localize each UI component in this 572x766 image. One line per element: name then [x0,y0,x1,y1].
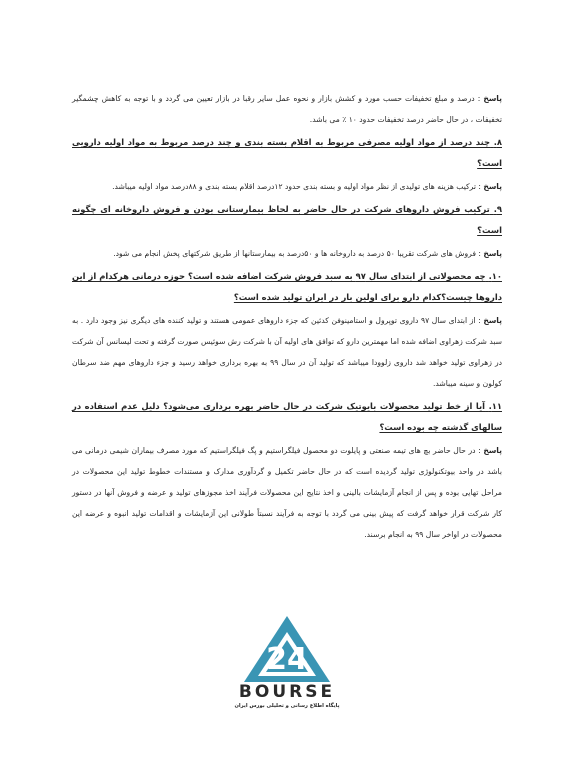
question-heading [72,132,502,174]
answer-paragraph [72,243,502,264]
answer-label: پاسخ [483,446,502,455]
answer-text: : درصد و مبلغ تخفیفات حسب مورد و کشش بازار و نحوه عمل سایر رقبا در بازار تعیین می گردد و با توجه به کاهش چشمگیر تخفیفات ، در حال حاضر درصد تخفیفات حدود ۱۰ ٪ می باشد. [72,94,502,124]
answer-paragraph [72,440,502,545]
question-number: ۹. [493,204,502,214]
question-number: ۸. [493,137,502,147]
question-text: چه محصولاتی از ابتدای سال ۹۷ به سبد فروش شرکت اضافه شده است؟ حوزه درمانی هرکدام از این داروها چیست؟کدام دارو برای اولین بار در ایران تولید شده است؟ [72,271,502,302]
question-text: چند درصد از مواد اولیه مصرفی مربوط به اقلام بسته بندی و چند درصد مربوط به مواد اولیه دارویی است؟ [72,137,502,168]
answer-text: : ترکیب هزینه های تولیدی از نظر مواد اولیه و بسته بندی حدود ۱۲درصد اقلام بسته بندی و ۸۸درصد مواد اولیه میباشد. [112,182,484,191]
bourse24-logo-mark-icon [242,614,332,684]
logo-brand-name: BOURSE [238,682,336,702]
answer-text: : از ابتدای سال ۹۷ داروی توپرول و استامینوفن کدئین که جزء داروهای عمومی هستند و تولید کننده های دیگری نیز وجود دارد . به سبد شرکت زهراوی اضافه شده اما مهمترین دارو که توافق های اولیه آن با شرکت رش سوئیس صورت گرفته و تحت لیسانس آن شرکت در زهراوی تولید خواهد شد داروی زلوودا میباشد که تولید آن در سال ۹۹ به بهره برداری خواهد رسید و جزء داروهای مهم ضد سرطان کولون و سینه میباشد. [72,316,503,388]
answer-label: پاسخ [483,94,502,103]
answer-label: پاسخ [483,316,502,325]
answer-text: : فروش های شرکت تقریبا ۵۰ درصد به داروخانه ها و ۵۰درصد به بیمارستانها از طریق شرکتهای پخش انجام می شود. [113,249,484,258]
question-heading [72,199,502,241]
answer-paragraph [72,88,502,130]
answer-paragraph [72,176,502,197]
document-body [72,88,502,547]
logo-tagline: پایگاه اطلاع رسانی و تحلیلی بورس ایران [234,703,340,709]
question-text: آیا از خط تولید محصولات بایوتیک شرکت در حال حاضر بهره برداری می‌شود؟ دلیل عدم استفاده در سالهای گذشته چه بوده است؟ [72,401,502,432]
bourse24-logo [222,614,352,714]
logo-mark-text: 24 [266,642,308,677]
answer-text: : در حال حاضر بچ های تیمه صنعتی و پایلوت دو محصول فیلگراستیم و پگ فیلگراستیم که مورد مصرف بیماران شیمی درمانی می باشد در واحد بیوتکنولوژی تولید گردیده است که در حال حاضر تکمیل و گردآوری مدارک و مستندات خطوط تولید این محصولات در مراحل تهایی بوده و پس از انجام آزمایشات بالینی و اخذ نتایج این محصولات فرآیند اخذ مجوزهای تولید و عرضه و فروش آنها در دستور کار شرکت قرار خواهد گرفت که پیش بینی می گردد با توجه به فرآیند نسبتاً طولانی این آزمایشات و اقدامات تولید انبوه و عرضه این محصولات در اواخر سال ۹۹ به انجام برسند. [72,446,502,539]
answer-label: پاسخ [483,182,502,191]
question-heading [72,266,502,308]
answer-paragraph [72,310,502,394]
question-number: ۱۱. [488,401,502,411]
question-heading [72,396,502,438]
question-number: ۱۰. [488,271,502,281]
answer-label: پاسخ [483,249,502,258]
question-text: ترکیب فروش داروهای شرکت در حال حاضر به لحاظ بیمارستانی بودن و فروش داروخانه ای چگونه است؟ [72,204,502,235]
